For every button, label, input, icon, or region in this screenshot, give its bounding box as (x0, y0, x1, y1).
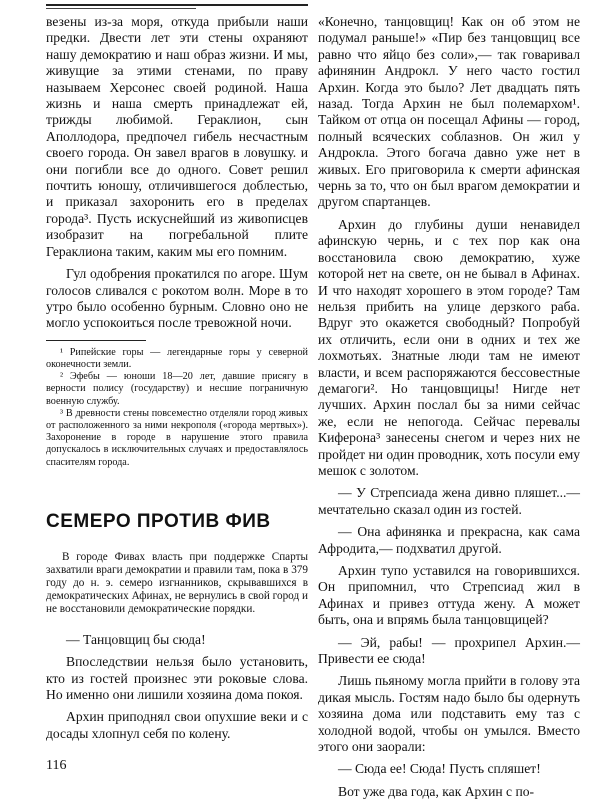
chapter-heading: СЕМЕРО ПРОТИВ ФИВ (46, 510, 271, 532)
paragraph: Лишь пьяному могла прийти в голову эта дикая мысль. Гостям надо было бы одернуть хозяина дома или подставить ему таз с холодной водой, чтобы он умылся. Вместо этого они заорали: (318, 673, 580, 755)
top-rule (46, 4, 308, 6)
chapter-intro: В городе Фивах власть при поддержке Спарты захватили враги демократии и правили там, пока в 379 году до н. э. семеро изгнанников, скрывавшихся в демократических Афинах, не вернулись в свой город и не восстановили демократические порядки. (46, 550, 308, 615)
footnotes (46, 347, 308, 469)
paragraph: — Танцовщиц бы сюда! (66, 631, 206, 647)
footnote: ³ В древности стены повсеместно отделяли город живых от расположенного за ними некрополя («города мертвых»). Захоронение в городе в нарушение этого правила допускалось в исключительных случаях и предоставлялось спасителям города. (46, 407, 308, 468)
left-body-bottom (46, 632, 308, 742)
paragraph: Архин тупо уставился на говорившихся. Он припомнил, что Стрепсиад жил в Афинах и привез оттуда жену. А может быть, она и впрямь была танцовщицей? (318, 563, 580, 628)
paragraph: Архин до глубины души ненавидел афинскую чернь, и с тех пор как она восстановила свою демократию, хуже которой нет на свете, он не бывал в Афинах. И что находят хорошего в этом городе? Там нельзя прибить на улице дерзкого раба. Вдруг это окажется свободный? Попробуй их отличить, если они в одних и тех же лохмотьях. Знатные люди там не имеют власти, и всем распоряжаются бессовестные демагоги². Но танцовщицы! Нигде нет лучших. Архин послал бы за ними сейчас же, если не непогода. Сейчас перевалы Киферона³ занесены снегом и через них не пройдет ни один проводник, хоть посули ему мешок с золотом. (318, 216, 580, 478)
right-column (318, 14, 580, 800)
right-body (318, 14, 580, 800)
footnote-divider (46, 340, 146, 341)
paragraph: — У Стрепсиада жена дивно пляшет...— мечтательно сказал один из гостей. (318, 485, 580, 517)
top-rule-thin (46, 8, 196, 9)
paragraph: везены из-за моря, откуда прибыли наши предки. Двести лет эти стены охраняют нашу демократию и наш образ жизни. И мы, живущие за этими стенами, по праву называем Херсонес своей родиной. Наша жизнь и наша смерть принадлежат ей, трижды любимой. Гераклион, сын Аполлодора, предпочел гибель несчастным своего города. Он завел врагов в ловушку. и они погибли все до одного. Совет решил почтить юношу, отличившегося доблестью, и приказал захоронить его в пределах города³. Пусть искуснейший из живописцев изобразит на погребальной плите Гераклиона таким, каким мы его помним. (46, 14, 308, 259)
paragraph: Вот уже два года, как Архин с по- (338, 783, 535, 799)
page-number: 116 (46, 758, 67, 773)
paragraph: Впоследствии нельзя было установить, кто из гостей произнес эти роковые слова. Но именно они лишили хозяина дома покоя. (46, 654, 308, 702)
left-column (46, 14, 308, 742)
paragraph: Архин приподнял свои опухшие веки и с досады хлопнул себя по колену. (46, 709, 308, 741)
paragraph: «Конечно, танцовщиц! Как он об этом не подумал раньше!» «Пир без танцовщиц все равно что яйцо без соли»,— так говаривал афинянин Андрокл. У него часто гостил Архин. Когда это было? Лет двадцать пять назад. Тогда Архин не был полемархом¹. Тайком от отца он посещал Афины — город, полный всяческих соблазнов. Он жил у Андрокла. Этого богача давно уже нет в живых. Его приговорила к смерти афинская чернь за то, что он был врагом демократии и другом спартанцев. (318, 14, 580, 210)
footnote: ¹ Рипейские горы — легендарные горы у северной оконечности земли. (46, 346, 308, 370)
paragraph: — Эй, рабы! — прохрипел Архин.— Привести ее сюда! (318, 634, 580, 667)
paragraph: — Сюда ее! Сюда! Пусть спляшет! (338, 761, 541, 777)
left-body-top (46, 14, 308, 332)
footnote: ² Эфебы — юноши 18—20 лет, давшие присягу в верности полису (государству) и несшие пограничную военную службу. (46, 371, 308, 407)
paragraph: — Она афинянка и прекрасна, как сама Афродита,— подхватил другой. (318, 524, 580, 556)
paragraph: Гул одобрения прокатился по агоре. Шум голосов сливался с рокотом волн. Море в то утро было особенно бурным. Словно оно не могло успокоиться после тревожной ночи. (46, 266, 308, 331)
